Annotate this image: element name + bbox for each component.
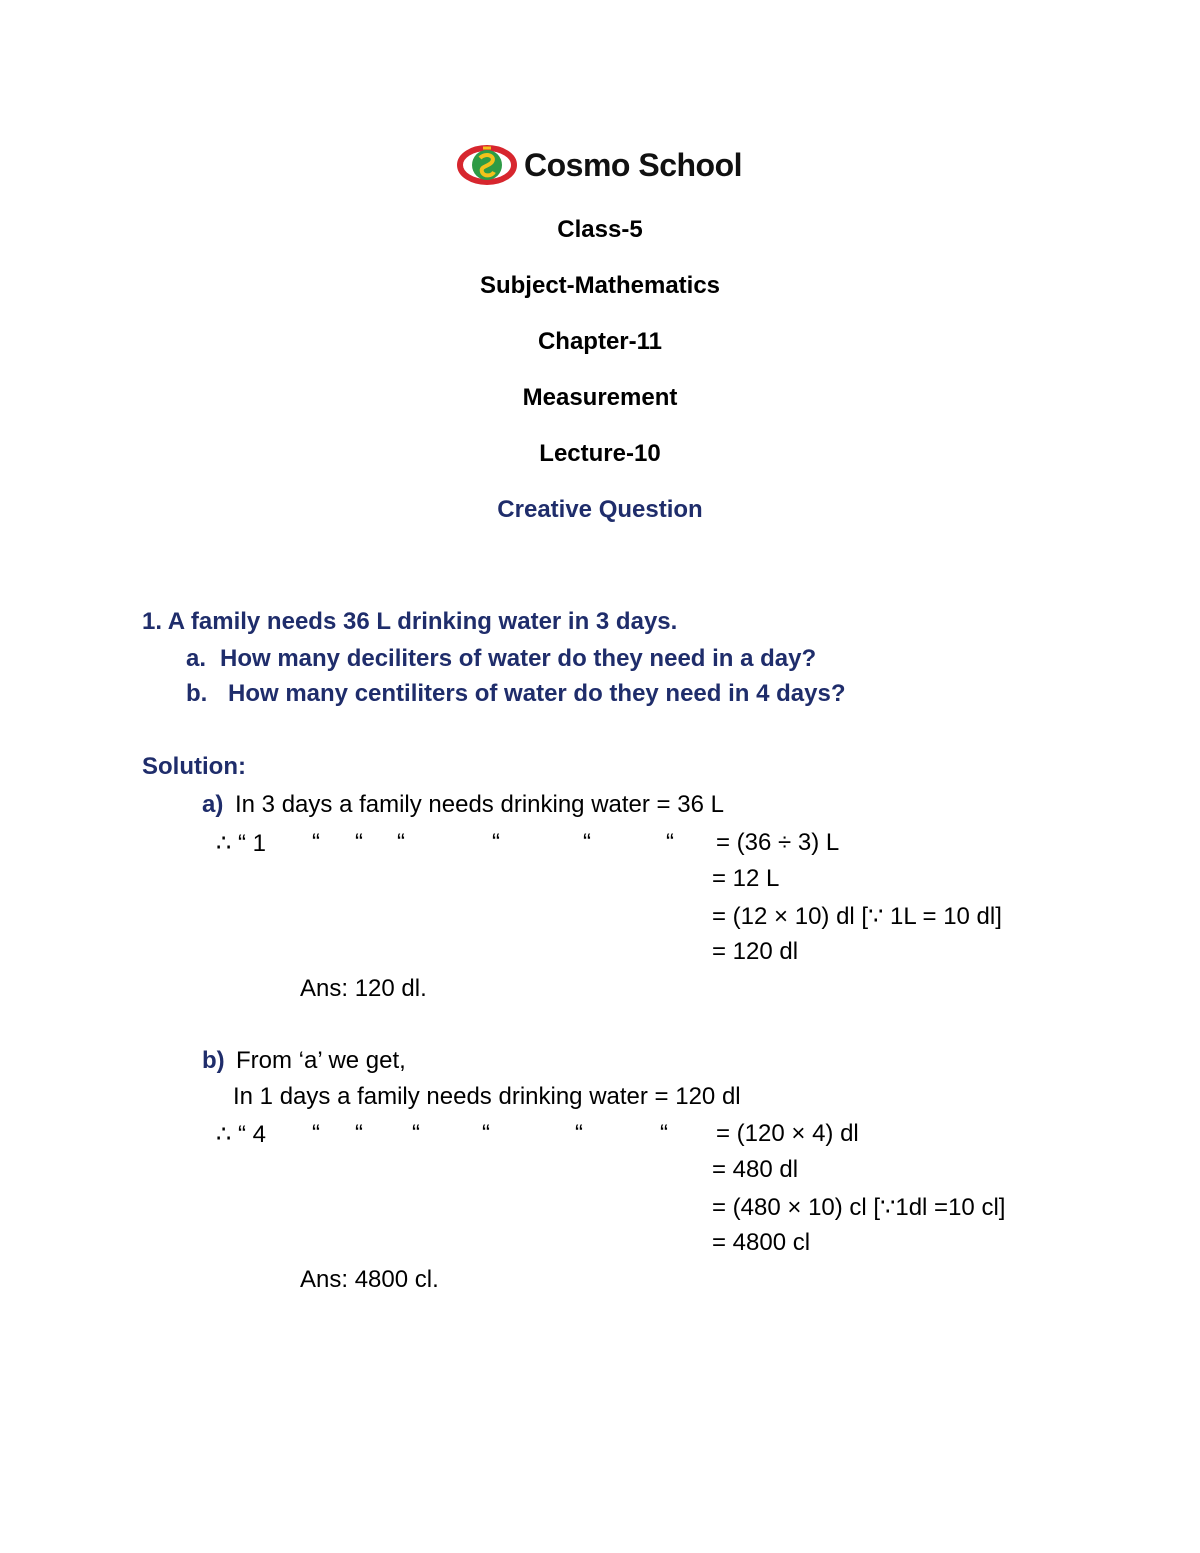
ditto-mark: “ xyxy=(583,829,591,856)
question-part-a-marker: a. xyxy=(186,645,207,672)
school-logo xyxy=(456,140,742,190)
solution-b-therefore: ∴ “ 4 xyxy=(216,1121,266,1148)
solution-a-answer: Ans: 120 dl. xyxy=(300,975,427,1002)
ditto-mark: “ xyxy=(397,829,405,856)
solution-b-answer: Ans: 4800 cl. xyxy=(300,1266,439,1293)
ditto-mark: “ xyxy=(666,829,674,856)
solution-b-step: = 4800 cl xyxy=(712,1229,811,1256)
solution-title: Solution: xyxy=(142,753,246,780)
solution-b-intro: From ‘a’ we get, xyxy=(236,1047,406,1074)
question-part-b: How many centiliters of water do they need in 4 days? xyxy=(228,680,846,707)
solution-a-line1: In 3 days a family needs drinking water = 36 L xyxy=(235,791,724,818)
question-stem: 1. A family needs 36 L drinking water in 3 days. xyxy=(142,608,678,635)
solution-b-step: = (480 × 10) cl [∵1dl =10 cl] xyxy=(712,1194,1006,1221)
topic-title: Measurement xyxy=(522,384,678,411)
lecture-title: Lecture-10 xyxy=(539,440,661,467)
ditto-mark: “ xyxy=(355,1120,363,1147)
school-name: Cosmo School xyxy=(524,146,743,183)
ditto-mark: “ xyxy=(575,1120,583,1147)
ditto-mark: “ xyxy=(660,1120,668,1147)
solution-b-step: = 480 dl xyxy=(712,1156,799,1183)
question-part-a: How many deciliters of water do they need in a day? xyxy=(220,645,817,672)
subject-title: Subject-Mathematics xyxy=(479,272,721,299)
solution-b-line1: In 1 days a family needs drinking water = 120 dl xyxy=(233,1083,741,1110)
ditto-mark: “ xyxy=(482,1120,490,1147)
solution-a-step: = 12 L xyxy=(712,865,780,892)
solution-b-label: b) xyxy=(202,1047,225,1074)
ditto-mark: “ xyxy=(312,1120,320,1147)
solution-a-step: = (12 × 10) dl [∵ 1L = 10 dl] xyxy=(712,903,1002,930)
ditto-mark: “ xyxy=(312,829,320,856)
ditto-mark: “ xyxy=(492,829,500,856)
solution-a-step: = 120 dl xyxy=(712,938,799,965)
solution-a-label: a) xyxy=(202,791,224,818)
solution-a-therefore: ∴ “ 1 xyxy=(216,830,266,857)
ditto-mark: “ xyxy=(355,829,363,856)
question-part-b-marker: b. xyxy=(186,680,208,707)
chapter-title: Chapter-11 xyxy=(537,328,663,355)
cosmo-globe-icon xyxy=(456,140,518,190)
solution-a-step: = (36 ÷ 3) L xyxy=(716,829,840,856)
ditto-mark: “ xyxy=(412,1120,420,1147)
class-title: Class-5 xyxy=(557,216,643,243)
section-title: Creative Question xyxy=(497,496,703,523)
solution-b-step: = (120 × 4) dl xyxy=(716,1120,859,1147)
